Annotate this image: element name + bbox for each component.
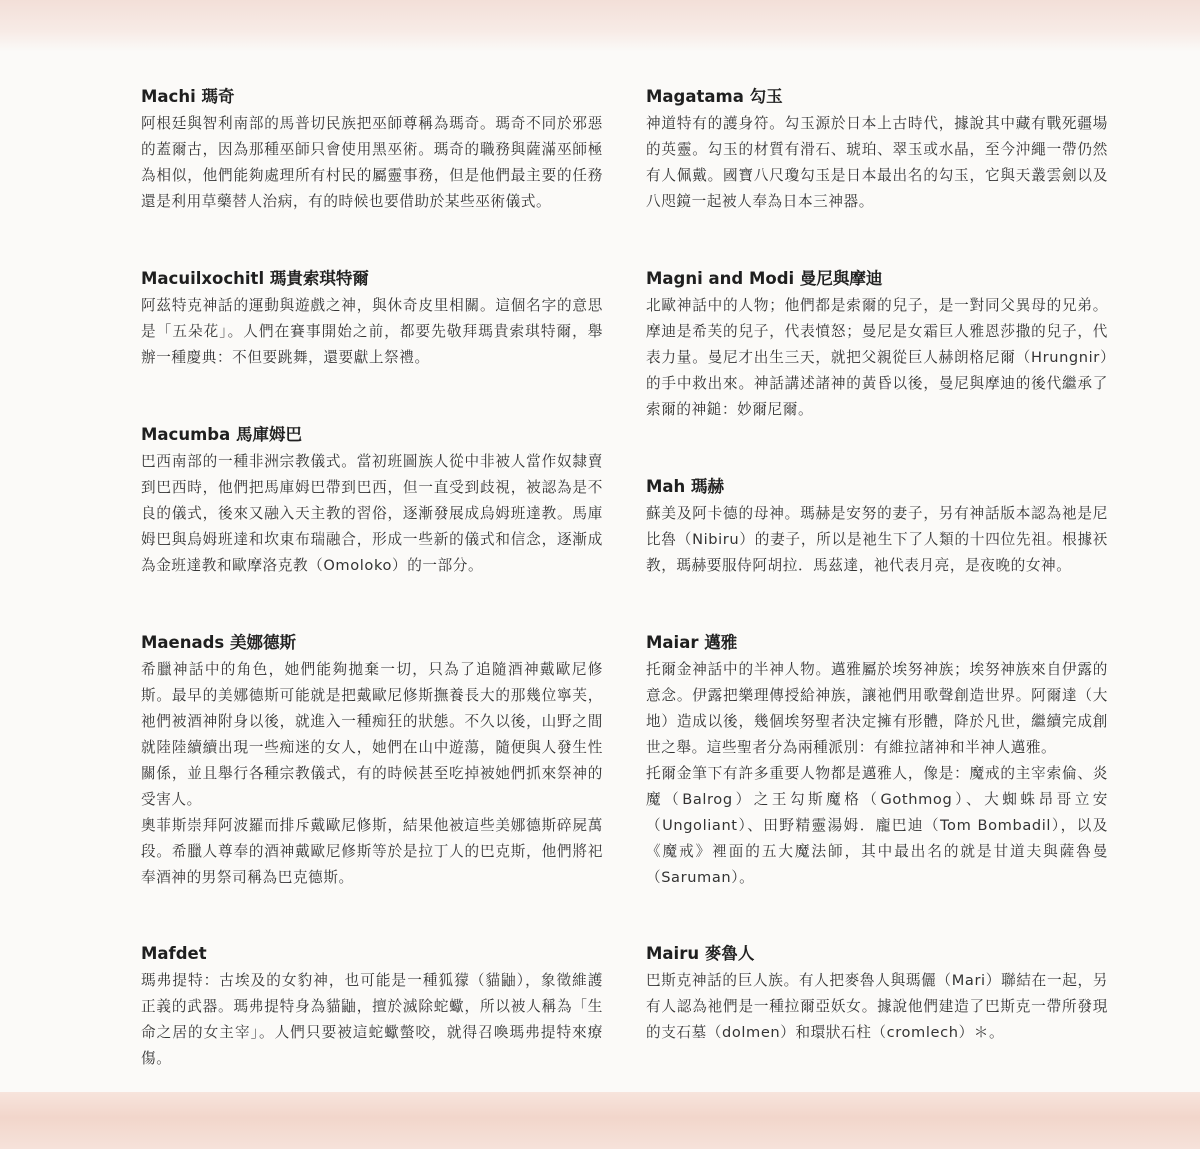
entry-text-2: 奧菲斯崇拜阿波羅而排斥戴歐尼修斯，結果他被這些美娜德斯碎屍萬段。希臘人尊奉的酒神戴歐尼修斯等於是拉丁人的巴克斯，他們將祀奉酒神的男祭司稱為巴克德斯。 [141, 817, 603, 886]
entry-mairu [646, 943, 1108, 1046]
entry-title: Magatama 勾玉 [646, 87, 783, 106]
entry-title: Mafdet [141, 944, 207, 963]
entry-text: 希臘神話中的角色，她們能夠拋棄一切，只為了追隨酒神戴歐尼修斯。最早的美娜德斯可能就是把戴歐尼修斯撫養長大的那幾位寧芙，祂們被酒神附身以後，就進入一種痴狂的狀態。不久以後，山野之間就陸陸續續出現一些痴迷的女人，她們在山中遊蕩，隨便與人發生性關係，並且舉行各種宗教儀式，有的時候甚至吃掉被她們抓來祭神的受害人。 [141, 661, 603, 808]
entry-machi [141, 86, 603, 215]
entry-maenads [141, 632, 603, 891]
entry-maiar [646, 632, 1108, 891]
entry-mafdet [141, 943, 603, 1072]
entry-text-2: 托爾金筆下有許多重要人物都是邁雅人，像是：魔戒的主宰索倫、炎魔（Balrog）之王勾斯魔格（Gothmog）、大蜘蛛昂哥立安（Ungoliant）、田野精靈湯姆．龐巴迪（Tom Bombadil），以及《魔戒》裡面的五大魔法師，其中最出名的就是甘道夫與薩魯曼（Saruman）。 [646, 765, 1108, 886]
entry-title: Magni and Modi 曼尼與摩迪 [646, 269, 883, 288]
entry-text: 巴斯克神話的巨人族。有人把麥魯人與瑪儷（Mari）聯結在一起，另有人認為祂們是一種拉爾亞妖女。據說他們建造了巴斯克一帶所發現的支石墓（dolmen）和環狀石柱（cromlech）＊。 [646, 972, 1108, 1041]
entry-text: 北歐神話中的人物；他們都是索爾的兒子，是一對同父異母的兄弟。摩迪是希芙的兒子，代表憤怒；曼尼是女霜巨人雅恩莎撒的兒子，代表力量。曼尼才出生三天，就把父親從巨人赫朗格尼爾（Hrungnir）的手中救出來。神話講述諸神的黃昏以後，曼尼與摩迪的後代繼承了索爾的神鎚：妙爾尼爾。 [646, 297, 1108, 418]
bottom-decorative-band [0, 1092, 1200, 1149]
entry-magatama [646, 86, 1108, 215]
entry-title: Mairu 麥魯人 [646, 944, 755, 963]
entry-macuilxochitl [141, 268, 603, 371]
entry-text: 阿根廷與智利南部的馬普切民族把巫師尊稱為瑪奇。瑪奇不同於邪惡的蓋爾古，因為那種巫師只會使用黑巫術。瑪奇的職務與薩滿巫師極為相似，他們能夠處理所有村民的屬靈事務，但是他們最主要的任務還是利用草藥替人治病，有的時候也要借助於某些巫術儀式。 [141, 115, 603, 210]
entry-macumba [141, 424, 603, 579]
entry-text: 阿茲特克神話的運動與遊戲之神，與休奇皮里相關。這個名字的意思是「五朵花」。人們在賽事開始之前，都要先敬拜瑪貴索琪特爾，舉辦一種慶典：不但要跳舞，還要獻上祭禮。 [141, 297, 603, 366]
entry-title: Maenads 美娜德斯 [141, 633, 297, 652]
entry-title: Macumba 馬庫姆巴 [141, 425, 302, 444]
entry-text: 蘇美及阿卡德的母神。瑪赫是安努的妻子，另有神話版本認為祂是尼比魯（Nibiru）的妻子，所以是祂生下了人類的十四位先祖。根據祆教，瑪赫要服侍阿胡拉．馬茲達，祂代表月亮，是夜晚的女神。 [646, 505, 1108, 574]
entry-title: Machi 瑪奇 [141, 87, 235, 106]
entry-text: 神道特有的護身符。勾玉源於日本上古時代，據說其中藏有戰死疆場的英靈。勾玉的材質有滑石、琥珀、翠玉或水晶，至今沖繩一帶仍然有人佩戴。國寶八尺瓊勾玉是日本最出名的勾玉，它與天叢雲劍以及八咫鏡一起被人奉為日本三神器。 [646, 115, 1108, 210]
top-decorative-band [0, 0, 1200, 52]
entry-title: Macuilxochitl 瑪貴索琪特爾 [141, 269, 369, 288]
entry-title: Mah 瑪赫 [646, 477, 725, 496]
entry-title: Maiar 邁雅 [646, 633, 738, 652]
entry-text: 巴西南部的一種非洲宗教儀式。當初班圖族人從中非被人當作奴隸賣到巴西時，他們把馬庫姆巴帶到巴西，但一直受到歧視，被認為是不良的儀式，後來又融入天主教的習俗，逐漸發展成烏姆班達教。馬庫姆巴與烏姆班達和坎東布瑞融合，形成一些新的儀式和信念，逐漸成為金班達教和歐摩洛克教（Omoloko）的一部分。 [141, 453, 603, 574]
entry-magni-and-modi [646, 268, 1108, 423]
entry-mah [646, 476, 1108, 579]
entry-text: 托爾金神話中的半神人物。邁雅屬於埃努神族；埃努神族來自伊露的意念。伊露把樂理傳授給神族，讓祂們用歌聲創造世界。阿爾達（大地）造成以後，幾個埃努聖者決定擁有形體，降於凡世，繼續完成創世之舉。這些聖者分為兩種派別：有維拉諸神和半神人邁雅。 [646, 661, 1108, 756]
entry-text: 瑪弗提特：古埃及的女豹神，也可能是一種狐獴（貓鼬），象徵維護正義的武器。瑪弗提特身為貓鼬，擅於滅除蛇蠍，所以被人稱為「生命之居的女主宰」。人們只要被這蛇蠍螫咬，就得召喚瑪弗提特來療傷。 [141, 972, 603, 1067]
